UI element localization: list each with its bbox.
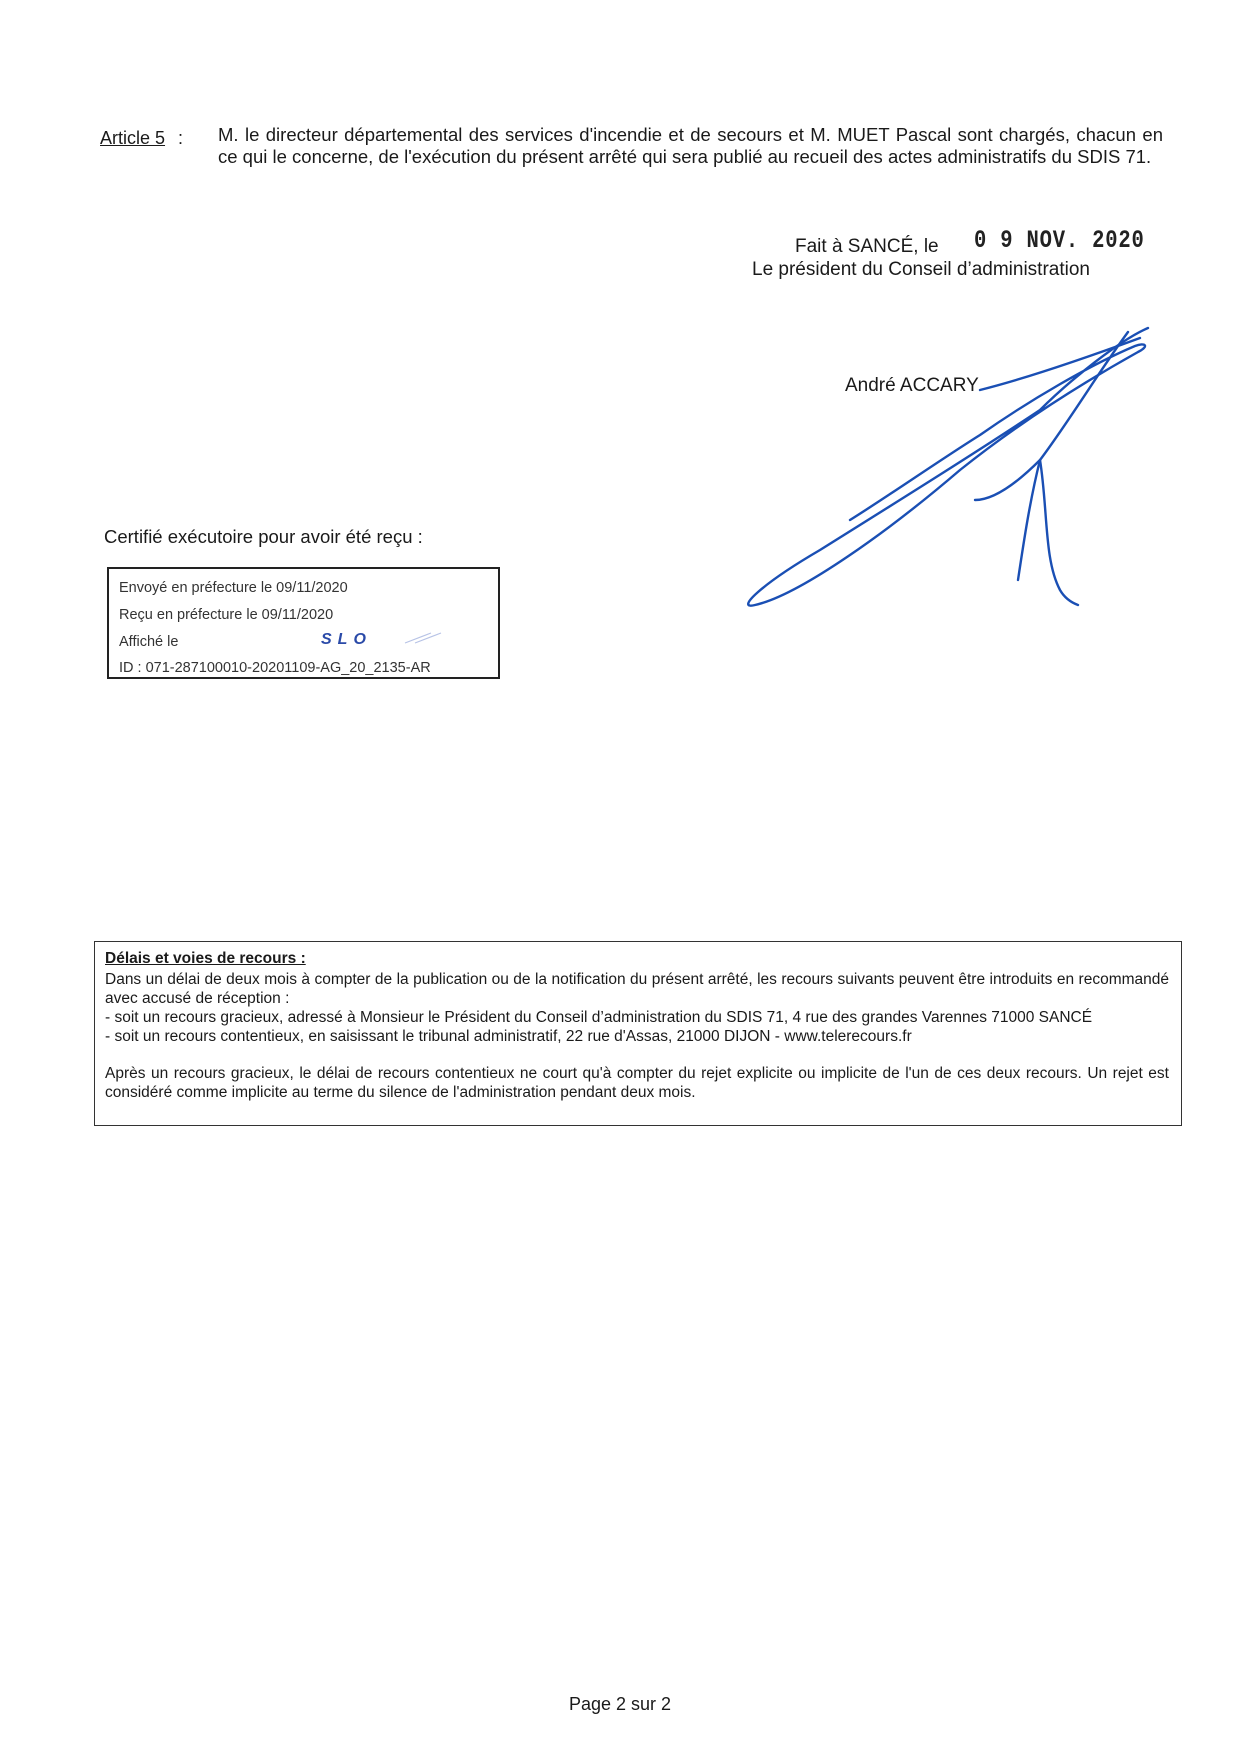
article-label: Article 5 <box>100 128 166 148</box>
receipt-received: Reçu en préfecture le 09/11/2020 <box>119 607 334 623</box>
fait-a-label: Fait à SANCÉ, le <box>795 236 939 257</box>
page-number: Page 2 sur 2 <box>568 1694 672 1714</box>
recours-note: Après un recours gracieux, le délai de recours contentieux ne court qu'à compter du rejet explicite ou implicite de l'un de ces deux recours. Un rejet est considéré comme implicite au terme du silence de l'administration pendant deux mois. <box>105 1065 1169 1101</box>
slo-logo-text: SLO <box>321 631 372 647</box>
article-text: M. le directeur départemental des services d'incendie et de secours et M. MUET Pascal sont chargés, chacun en ce qui le concerne, de l'exécution du présent arrêté qui sera publié au recueil des actes administratifs du SDIS 71. <box>218 124 1163 167</box>
receipt-posted: Affiché le <box>119 634 179 650</box>
receipt-box <box>107 567 500 679</box>
recours-intro: Dans un délai de deux mois à compter de la publication ou de la notification du présent arrêté, les recours suivants peuvent être introduits en recommandé avec accusé de réception : <box>105 971 1169 1007</box>
receipt-sent: Envoyé en préfecture le 09/11/2020 <box>119 580 348 596</box>
president-title: Le président du Conseil d’administration <box>752 259 1090 280</box>
date-stamp: 0 9 NOV. 2020 <box>974 226 1145 255</box>
signer-name: André ACCARY <box>845 375 979 396</box>
recours-contentieux: - soit un recours contentieux, en saisissant le tribunal administratif, 22 rue d'Assas, 21000 DIJON - www.telerecours.fr <box>105 1028 912 1045</box>
recours-gracieux: - soit un recours gracieux, adressé à Monsieur le Président du Conseil d’administration du SDIS 71, 4 rue des grandes Varennes 71000 SANCÉ <box>105 1009 1093 1026</box>
certification-heading: Certifié exécutoire pour avoir été reçu : <box>104 526 423 547</box>
receipt-id: ID : 071-287100010-20201109-AG_20_2135-AR <box>119 660 431 676</box>
recours-title: Délais et voies de recours : <box>105 950 306 967</box>
slo-logo <box>319 629 449 647</box>
recours-box <box>94 941 1182 1126</box>
article-colon: : <box>178 128 184 148</box>
handwritten-signature <box>740 320 1170 630</box>
